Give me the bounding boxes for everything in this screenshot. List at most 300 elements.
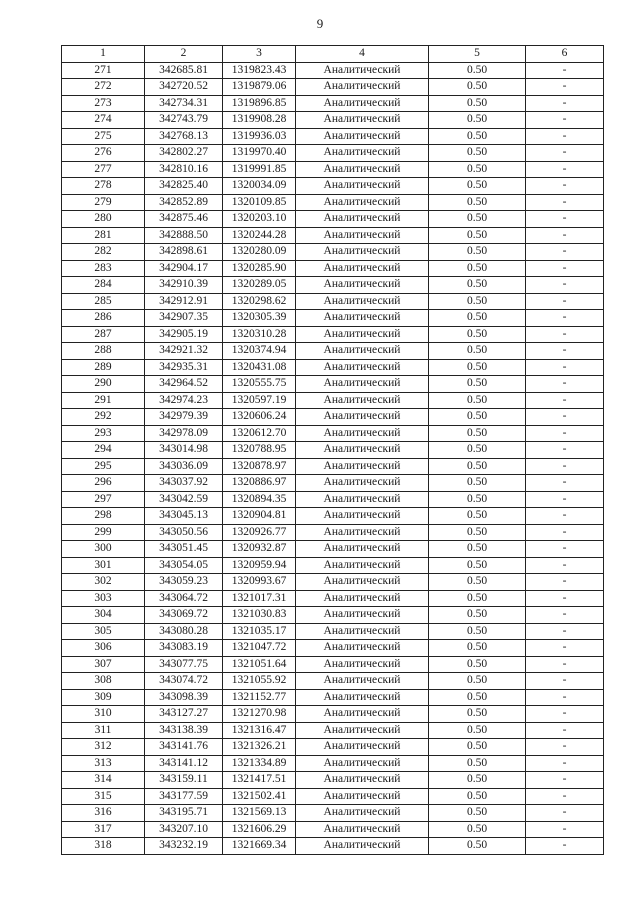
method-cell: Аналитический	[296, 145, 429, 162]
point-number-cell: 309	[62, 689, 145, 706]
note-cell: -	[526, 689, 604, 706]
table-row	[62, 79, 604, 96]
accuracy-cell: 0.50	[429, 491, 526, 508]
table-row	[62, 838, 604, 855]
accuracy-cell: 0.50	[429, 673, 526, 690]
x-coordinate-cell: 343037.92	[145, 475, 223, 492]
table-row	[62, 673, 604, 690]
accuracy-cell: 0.50	[429, 475, 526, 492]
x-coordinate-cell: 342802.27	[145, 145, 223, 162]
x-coordinate-cell: 343141.76	[145, 739, 223, 756]
x-coordinate-cell: 343177.59	[145, 788, 223, 805]
method-cell: Аналитический	[296, 260, 429, 277]
column-header: 6	[526, 46, 604, 63]
method-cell: Аналитический	[296, 359, 429, 376]
accuracy-cell: 0.50	[429, 310, 526, 327]
table-row	[62, 62, 604, 79]
note-cell: -	[526, 475, 604, 492]
method-cell: Аналитический	[296, 590, 429, 607]
table-row	[62, 739, 604, 756]
table-row	[62, 128, 604, 145]
note-cell: -	[526, 623, 604, 640]
accuracy-cell: 0.50	[429, 574, 526, 591]
accuracy-cell: 0.50	[429, 62, 526, 79]
y-coordinate-cell: 1320203.10	[223, 211, 296, 228]
note-cell: -	[526, 524, 604, 541]
table-row	[62, 524, 604, 541]
x-coordinate-cell: 342898.61	[145, 244, 223, 261]
y-coordinate-cell: 1320555.75	[223, 376, 296, 393]
y-coordinate-cell: 1321316.47	[223, 722, 296, 739]
y-coordinate-cell: 1321030.83	[223, 607, 296, 624]
x-coordinate-cell: 343159.11	[145, 772, 223, 789]
x-coordinate-cell: 343050.56	[145, 524, 223, 541]
accuracy-cell: 0.50	[429, 293, 526, 310]
table-header-row	[62, 46, 604, 63]
y-coordinate-cell: 1319970.40	[223, 145, 296, 162]
y-coordinate-cell: 1321669.34	[223, 838, 296, 855]
note-cell: -	[526, 112, 604, 129]
y-coordinate-cell: 1321017.31	[223, 590, 296, 607]
y-coordinate-cell: 1320034.09	[223, 178, 296, 195]
table-row	[62, 607, 604, 624]
note-cell: -	[526, 673, 604, 690]
point-number-cell: 302	[62, 574, 145, 591]
x-coordinate-cell: 342734.31	[145, 95, 223, 112]
table-row	[62, 574, 604, 591]
y-coordinate-cell: 1321334.89	[223, 755, 296, 772]
point-number-cell: 310	[62, 706, 145, 723]
method-cell: Аналитический	[296, 673, 429, 690]
note-cell: -	[526, 640, 604, 657]
accuracy-cell: 0.50	[429, 376, 526, 393]
y-coordinate-cell: 1321502.41	[223, 788, 296, 805]
note-cell: -	[526, 442, 604, 459]
point-number-cell: 301	[62, 557, 145, 574]
x-coordinate-cell: 342743.79	[145, 112, 223, 129]
y-coordinate-cell: 1320289.05	[223, 277, 296, 294]
method-cell: Аналитический	[296, 821, 429, 838]
method-cell: Аналитический	[296, 508, 429, 525]
x-coordinate-cell: 343127.27	[145, 706, 223, 723]
accuracy-cell: 0.50	[429, 161, 526, 178]
x-coordinate-cell: 342825.40	[145, 178, 223, 195]
y-coordinate-cell: 1320894.35	[223, 491, 296, 508]
point-number-cell: 279	[62, 194, 145, 211]
method-cell: Аналитический	[296, 574, 429, 591]
note-cell: -	[526, 425, 604, 442]
x-coordinate-cell: 342964.52	[145, 376, 223, 393]
table-row	[62, 293, 604, 310]
x-coordinate-cell: 342685.81	[145, 62, 223, 79]
y-coordinate-cell: 1320285.90	[223, 260, 296, 277]
note-cell: -	[526, 722, 604, 739]
point-number-cell: 316	[62, 805, 145, 822]
method-cell: Аналитический	[296, 227, 429, 244]
table-row	[62, 772, 604, 789]
y-coordinate-cell: 1321051.64	[223, 656, 296, 673]
method-cell: Аналитический	[296, 425, 429, 442]
method-cell: Аналитический	[296, 128, 429, 145]
y-coordinate-cell: 1320374.94	[223, 343, 296, 360]
table-row	[62, 623, 604, 640]
accuracy-cell: 0.50	[429, 194, 526, 211]
note-cell: -	[526, 574, 604, 591]
note-cell: -	[526, 706, 604, 723]
point-number-cell: 289	[62, 359, 145, 376]
accuracy-cell: 0.50	[429, 95, 526, 112]
x-coordinate-cell: 342852.89	[145, 194, 223, 211]
point-number-cell: 317	[62, 821, 145, 838]
point-number-cell: 271	[62, 62, 145, 79]
note-cell: -	[526, 772, 604, 789]
point-number-cell: 311	[62, 722, 145, 739]
table-row	[62, 689, 604, 706]
accuracy-cell: 0.50	[429, 821, 526, 838]
table-row	[62, 112, 604, 129]
point-number-cell: 295	[62, 458, 145, 475]
x-coordinate-cell: 343207.10	[145, 821, 223, 838]
method-cell: Аналитический	[296, 491, 429, 508]
x-coordinate-cell: 342912.91	[145, 293, 223, 310]
x-coordinate-cell: 343077.75	[145, 656, 223, 673]
method-cell: Аналитический	[296, 376, 429, 393]
column-header: 1	[62, 46, 145, 63]
x-coordinate-cell: 342907.35	[145, 310, 223, 327]
point-number-cell: 272	[62, 79, 145, 96]
note-cell: -	[526, 359, 604, 376]
y-coordinate-cell: 1319879.06	[223, 79, 296, 96]
accuracy-cell: 0.50	[429, 838, 526, 855]
x-coordinate-cell: 342888.50	[145, 227, 223, 244]
table-row	[62, 376, 604, 393]
method-cell: Аналитический	[296, 62, 429, 79]
point-number-cell: 318	[62, 838, 145, 855]
note-cell: -	[526, 788, 604, 805]
accuracy-cell: 0.50	[429, 128, 526, 145]
point-number-cell: 313	[62, 755, 145, 772]
table-row	[62, 161, 604, 178]
method-cell: Аналитический	[296, 95, 429, 112]
method-cell: Аналитический	[296, 392, 429, 409]
point-number-cell: 314	[62, 772, 145, 789]
point-number-cell: 288	[62, 343, 145, 360]
method-cell: Аналитический	[296, 244, 429, 261]
y-coordinate-cell: 1321055.92	[223, 673, 296, 690]
note-cell: -	[526, 227, 604, 244]
note-cell: -	[526, 79, 604, 96]
method-cell: Аналитический	[296, 706, 429, 723]
table-row	[62, 260, 604, 277]
point-number-cell: 280	[62, 211, 145, 228]
table-row	[62, 590, 604, 607]
accuracy-cell: 0.50	[429, 607, 526, 624]
x-coordinate-cell: 342935.31	[145, 359, 223, 376]
accuracy-cell: 0.50	[429, 458, 526, 475]
table-row	[62, 706, 604, 723]
note-cell: -	[526, 590, 604, 607]
method-cell: Аналитический	[296, 277, 429, 294]
accuracy-cell: 0.50	[429, 79, 526, 96]
x-coordinate-cell: 342905.19	[145, 326, 223, 343]
note-cell: -	[526, 805, 604, 822]
point-number-cell: 299	[62, 524, 145, 541]
y-coordinate-cell: 1320431.08	[223, 359, 296, 376]
y-coordinate-cell: 1321606.29	[223, 821, 296, 838]
method-cell: Аналитический	[296, 458, 429, 475]
table-row	[62, 326, 604, 343]
x-coordinate-cell: 343069.72	[145, 607, 223, 624]
accuracy-cell: 0.50	[429, 755, 526, 772]
method-cell: Аналитический	[296, 640, 429, 657]
y-coordinate-cell: 1320788.95	[223, 442, 296, 459]
point-number-cell: 290	[62, 376, 145, 393]
note-cell: -	[526, 277, 604, 294]
method-cell: Аналитический	[296, 293, 429, 310]
table-row	[62, 442, 604, 459]
method-cell: Аналитический	[296, 722, 429, 739]
y-coordinate-cell: 1321326.21	[223, 739, 296, 756]
method-cell: Аналитический	[296, 788, 429, 805]
y-coordinate-cell: 1320298.62	[223, 293, 296, 310]
x-coordinate-cell: 343141.12	[145, 755, 223, 772]
x-coordinate-cell: 343054.05	[145, 557, 223, 574]
accuracy-cell: 0.50	[429, 244, 526, 261]
y-coordinate-cell: 1319908.28	[223, 112, 296, 129]
accuracy-cell: 0.50	[429, 425, 526, 442]
accuracy-cell: 0.50	[429, 260, 526, 277]
method-cell: Аналитический	[296, 442, 429, 459]
note-cell: -	[526, 145, 604, 162]
table-row	[62, 805, 604, 822]
x-coordinate-cell: 342768.13	[145, 128, 223, 145]
x-coordinate-cell: 343074.72	[145, 673, 223, 690]
accuracy-cell: 0.50	[429, 277, 526, 294]
point-number-cell: 307	[62, 656, 145, 673]
point-number-cell: 304	[62, 607, 145, 624]
note-cell: -	[526, 62, 604, 79]
x-coordinate-cell: 343045.13	[145, 508, 223, 525]
point-number-cell: 291	[62, 392, 145, 409]
y-coordinate-cell: 1320280.09	[223, 244, 296, 261]
accuracy-cell: 0.50	[429, 788, 526, 805]
point-number-cell: 298	[62, 508, 145, 525]
x-coordinate-cell: 343083.19	[145, 640, 223, 657]
point-number-cell: 294	[62, 442, 145, 459]
accuracy-cell: 0.50	[429, 211, 526, 228]
table-row	[62, 755, 604, 772]
point-number-cell: 283	[62, 260, 145, 277]
table-row	[62, 458, 604, 475]
accuracy-cell: 0.50	[429, 706, 526, 723]
table-row	[62, 310, 604, 327]
accuracy-cell: 0.50	[429, 623, 526, 640]
note-cell: -	[526, 310, 604, 327]
method-cell: Аналитический	[296, 623, 429, 640]
y-coordinate-cell: 1319936.03	[223, 128, 296, 145]
point-number-cell: 286	[62, 310, 145, 327]
method-cell: Аналитический	[296, 607, 429, 624]
accuracy-cell: 0.50	[429, 112, 526, 129]
x-coordinate-cell: 343232.19	[145, 838, 223, 855]
y-coordinate-cell: 1320310.28	[223, 326, 296, 343]
y-coordinate-cell: 1321569.13	[223, 805, 296, 822]
y-coordinate-cell: 1319991.85	[223, 161, 296, 178]
x-coordinate-cell: 342910.39	[145, 277, 223, 294]
point-number-cell: 275	[62, 128, 145, 145]
accuracy-cell: 0.50	[429, 524, 526, 541]
note-cell: -	[526, 178, 604, 195]
y-coordinate-cell: 1320597.19	[223, 392, 296, 409]
accuracy-cell: 0.50	[429, 178, 526, 195]
x-coordinate-cell: 343098.39	[145, 689, 223, 706]
note-cell: -	[526, 392, 604, 409]
point-number-cell: 278	[62, 178, 145, 195]
x-coordinate-cell: 343059.23	[145, 574, 223, 591]
accuracy-cell: 0.50	[429, 508, 526, 525]
accuracy-cell: 0.50	[429, 359, 526, 376]
note-cell: -	[526, 491, 604, 508]
note-cell: -	[526, 755, 604, 772]
table-row	[62, 359, 604, 376]
note-cell: -	[526, 557, 604, 574]
point-number-cell: 285	[62, 293, 145, 310]
table-row	[62, 788, 604, 805]
y-coordinate-cell: 1320878.97	[223, 458, 296, 475]
table-row	[62, 508, 604, 525]
method-cell: Аналитический	[296, 343, 429, 360]
y-coordinate-cell: 1320993.67	[223, 574, 296, 591]
table-row	[62, 409, 604, 426]
accuracy-cell: 0.50	[429, 722, 526, 739]
note-cell: -	[526, 656, 604, 673]
point-number-cell: 303	[62, 590, 145, 607]
point-number-cell: 277	[62, 161, 145, 178]
point-number-cell: 287	[62, 326, 145, 343]
method-cell: Аналитический	[296, 475, 429, 492]
note-cell: -	[526, 343, 604, 360]
method-cell: Аналитический	[296, 326, 429, 343]
note-cell: -	[526, 739, 604, 756]
y-coordinate-cell: 1321047.72	[223, 640, 296, 657]
method-cell: Аналитический	[296, 211, 429, 228]
point-number-cell: 284	[62, 277, 145, 294]
method-cell: Аналитический	[296, 557, 429, 574]
point-number-cell: 306	[62, 640, 145, 657]
note-cell: -	[526, 541, 604, 558]
accuracy-cell: 0.50	[429, 326, 526, 343]
accuracy-cell: 0.50	[429, 590, 526, 607]
point-number-cell: 300	[62, 541, 145, 558]
table-row	[62, 656, 604, 673]
column-header: 3	[223, 46, 296, 63]
y-coordinate-cell: 1320244.28	[223, 227, 296, 244]
y-coordinate-cell: 1320926.77	[223, 524, 296, 541]
table-row	[62, 557, 604, 574]
note-cell: -	[526, 607, 604, 624]
x-coordinate-cell: 342904.17	[145, 260, 223, 277]
y-coordinate-cell: 1320904.81	[223, 508, 296, 525]
y-coordinate-cell: 1320109.85	[223, 194, 296, 211]
note-cell: -	[526, 161, 604, 178]
point-number-cell: 282	[62, 244, 145, 261]
y-coordinate-cell: 1320606.24	[223, 409, 296, 426]
point-number-cell: 276	[62, 145, 145, 162]
table-row	[62, 95, 604, 112]
x-coordinate-cell: 343014.98	[145, 442, 223, 459]
note-cell: -	[526, 194, 604, 211]
method-cell: Аналитический	[296, 409, 429, 426]
note-cell: -	[526, 260, 604, 277]
table-row	[62, 541, 604, 558]
method-cell: Аналитический	[296, 689, 429, 706]
point-number-cell: 308	[62, 673, 145, 690]
method-cell: Аналитический	[296, 194, 429, 211]
y-coordinate-cell: 1319823.43	[223, 62, 296, 79]
accuracy-cell: 0.50	[429, 541, 526, 558]
accuracy-cell: 0.50	[429, 227, 526, 244]
table-row	[62, 145, 604, 162]
note-cell: -	[526, 244, 604, 261]
x-coordinate-cell: 343042.59	[145, 491, 223, 508]
point-number-cell: 305	[62, 623, 145, 640]
y-coordinate-cell: 1321035.17	[223, 623, 296, 640]
table-row	[62, 475, 604, 492]
accuracy-cell: 0.50	[429, 656, 526, 673]
point-number-cell: 293	[62, 425, 145, 442]
table-row	[62, 227, 604, 244]
note-cell: -	[526, 821, 604, 838]
note-cell: -	[526, 376, 604, 393]
y-coordinate-cell: 1321417.51	[223, 772, 296, 789]
note-cell: -	[526, 128, 604, 145]
accuracy-cell: 0.50	[429, 805, 526, 822]
method-cell: Аналитический	[296, 656, 429, 673]
method-cell: Аналитический	[296, 755, 429, 772]
point-number-cell: 292	[62, 409, 145, 426]
y-coordinate-cell: 1320305.39	[223, 310, 296, 327]
y-coordinate-cell: 1319896.85	[223, 95, 296, 112]
column-header: 2	[145, 46, 223, 63]
method-cell: Аналитический	[296, 524, 429, 541]
y-coordinate-cell: 1320932.87	[223, 541, 296, 558]
method-cell: Аналитический	[296, 112, 429, 129]
page-number: 9	[316, 16, 324, 31]
table-row	[62, 178, 604, 195]
column-header: 5	[429, 46, 526, 63]
point-number-cell: 281	[62, 227, 145, 244]
accuracy-cell: 0.50	[429, 442, 526, 459]
x-coordinate-cell: 342979.39	[145, 409, 223, 426]
table-row	[62, 244, 604, 261]
table-body	[62, 62, 604, 854]
table-row	[62, 722, 604, 739]
x-coordinate-cell: 343138.39	[145, 722, 223, 739]
x-coordinate-cell: 342810.16	[145, 161, 223, 178]
table-row	[62, 640, 604, 657]
point-number-cell: 315	[62, 788, 145, 805]
point-number-cell: 274	[62, 112, 145, 129]
note-cell: -	[526, 211, 604, 228]
x-coordinate-cell: 342720.52	[145, 79, 223, 96]
x-coordinate-cell: 342978.09	[145, 425, 223, 442]
point-number-cell: 312	[62, 739, 145, 756]
x-coordinate-cell: 343051.45	[145, 541, 223, 558]
table-row	[62, 343, 604, 360]
accuracy-cell: 0.50	[429, 772, 526, 789]
y-coordinate-cell: 1321270.98	[223, 706, 296, 723]
x-coordinate-cell: 343195.71	[145, 805, 223, 822]
